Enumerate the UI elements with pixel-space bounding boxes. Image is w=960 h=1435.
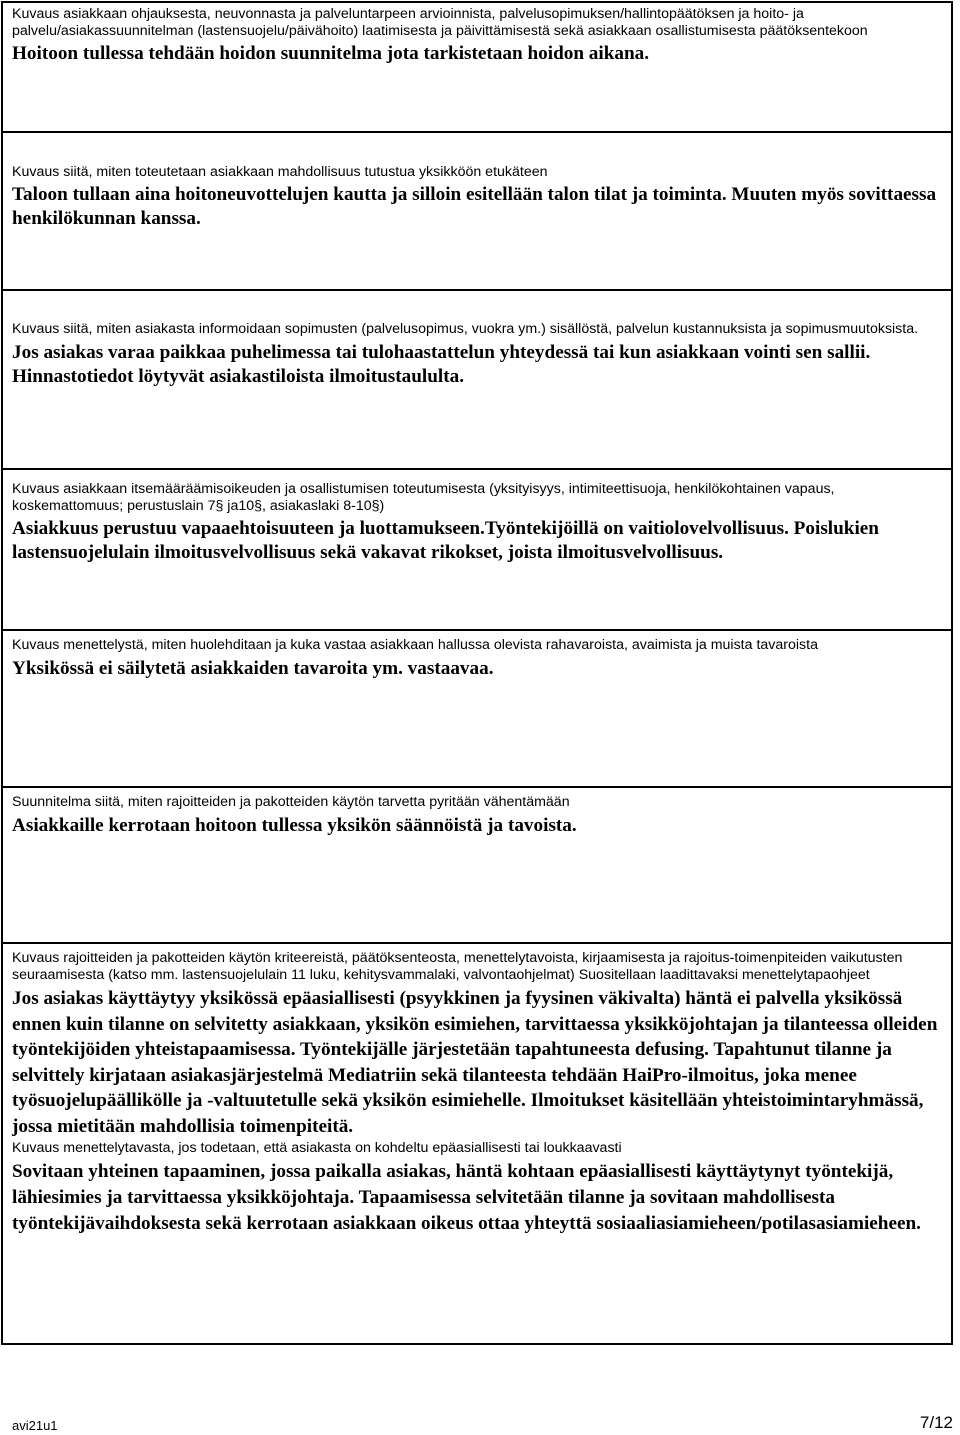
section-answer: Yksikössä ei säilytetä asiakkaiden tavaroita ym. vastaavaa. <box>12 657 494 679</box>
section-label: Kuvaus asiakkaan itsemääräämisoikeuden ja osallistumisen toteutumisesta (yksityisyys, intimiteettisuoja, henkilökohtainen vapaus, koskemattomuus; perustuslain 7§ ja10§, asiakaslaki 8-10§) <box>12 481 835 514</box>
section-label: Kuvaus asiakkaan ohjauksesta, neuvonnasta ja palveluntarpeen arvioinnista, palvelusopimuksen/hallintopäätöksen ja hoito- ja palvelu/asiakassuunnitelman (lastensuojelu/päivähoito) laatimisesta ja päivittämisestä sekä asiakkaan osallistumisesta päätöksentekoon <box>12 6 868 39</box>
section-belongings <box>1 632 953 788</box>
section-self-determination <box>1 476 953 631</box>
section-answer: Jos asiakas käyttäytyy yksikössä epäasiallisesti (psyykkinen ja fyysinen väkivalta) häntä ei palvella yksikössä ennen kuin tilanne on selvitetty asiakkaan, yksikön esimiehen, tarvittaessa yksikköjohtajan ja tilanteessa olleiden työntekijöiden yhteistapaamisessa. Työntekijälle järjestetään tapahtuneesta defusing. Tapahtunut tilanne ja selvittely kirjataan asiakasjärjestelmä Mediatriin sekä tilanteesta tehdään HaiPro-ilmoitus, joka menee työsuojelupäällikölle ja -valtuutetulle sekä yksikön esimiehelle. Ilmoitukset käsitellään yhteistoimintaryhmässä, jossa mietitään mahdollisia toimenpiteitä. <box>12 988 938 1137</box>
section-familiarization <box>1 159 953 291</box>
section-label: Suunnitelma siitä, miten rajoitteiden ja pakotteiden käytön tarvetta pyritään vähentämään <box>12 794 570 810</box>
section-label: Kuvaus siitä, miten asiakasta informoidaan sopimusten (palvelusopimus, vuokra ym.) sisällöstä, palvelun kustannuksista ja sopimusmuutoksista. <box>12 321 919 337</box>
section-label-2: Kuvaus menettelytavasta, jos todetaan, että asiakasta on kohdeltu epäasiallisesti tai loukkaavasti <box>12 1140 622 1156</box>
section-answer-2: Sovitaan yhteinen tapaaminen, jossa paikalla asiakas, häntä kohtaan epäasiallisesti käyttäytynyt työntekijä, lähiesimies ja tarvittaessa yksikköjohtaja. Tapaamisessa selvitetään tilanne ja sovitaan mahdollisesta työntekijävaihdoksesta sekä kerrotaan asiakkaan oikeus ottaa yhteyttä sosiaaliasiamieheen/potilasasiamieheen. <box>12 1160 921 1234</box>
section-contract-info <box>1 316 953 470</box>
page-number: 7/12 <box>919 1413 953 1432</box>
section-label: Kuvaus siitä, miten toteutetaan asiakkaan mahdollisuus tutustua yksikköön etukäteen <box>12 164 548 180</box>
section-restraint-criteria <box>1 945 953 1343</box>
section-answer: Taloon tullaan aina hoitoneuvottelujen kautta ja silloin esitellään talon tilat ja toiminta. Muuten myös sovittaessa henkilökunnan kanssa. <box>12 183 937 229</box>
section-label: Kuvaus rajoitteiden ja pakotteiden käytön kriteereistä, päätöksenteosta, menettelytavoista, kirjaamisesta ja rajoitus-toimenpiteiden vaikutusten seuraamisesta (katso mm. lastensuojelulain 11 luku, kehitysvammalaki, valvontaohjelmat) Suositellaan laadittavaksi menettelytapaohjeet <box>12 950 903 983</box>
section-answer: Hoitoon tullessa tehdään hoidon suunnitelma jota tarkistetaan hoidon aikana. <box>12 43 650 64</box>
section-answer: Jos asiakas varaa paikkaa puhelimessa tai tulohaastattelun yhteydessä tai kun asiakkaan vointi sen sallii. Hinnastotiedot löytyvät asiakastiloista ilmoitustaululta. <box>12 341 871 387</box>
section-label: Kuvaus menettelystä, miten huolehditaan ja kuka vastaa asiakkaan hallussa olevista rahavaroista, avaimista ja muista tavaroista <box>12 637 818 653</box>
section-answer: Asiakkuus perustuu vapaaehtoisuuteen ja luottamukseen.Työntekijöillä on vaitiolovelvollisuus. Poislukien lastensuojelulain ilmoitusvelvollisuus sekä vakavat rikokset, joista ilmoitusvelvollisuus. <box>12 518 879 563</box>
document-code: avi21u1 <box>12 1418 58 1433</box>
section-restraint-reduction <box>1 789 953 944</box>
section-guidance <box>1 1 953 133</box>
section-answer: Asiakkaille kerrotaan hoitoon tullessa yksikön säännöistä ja tavoista. <box>12 814 577 836</box>
